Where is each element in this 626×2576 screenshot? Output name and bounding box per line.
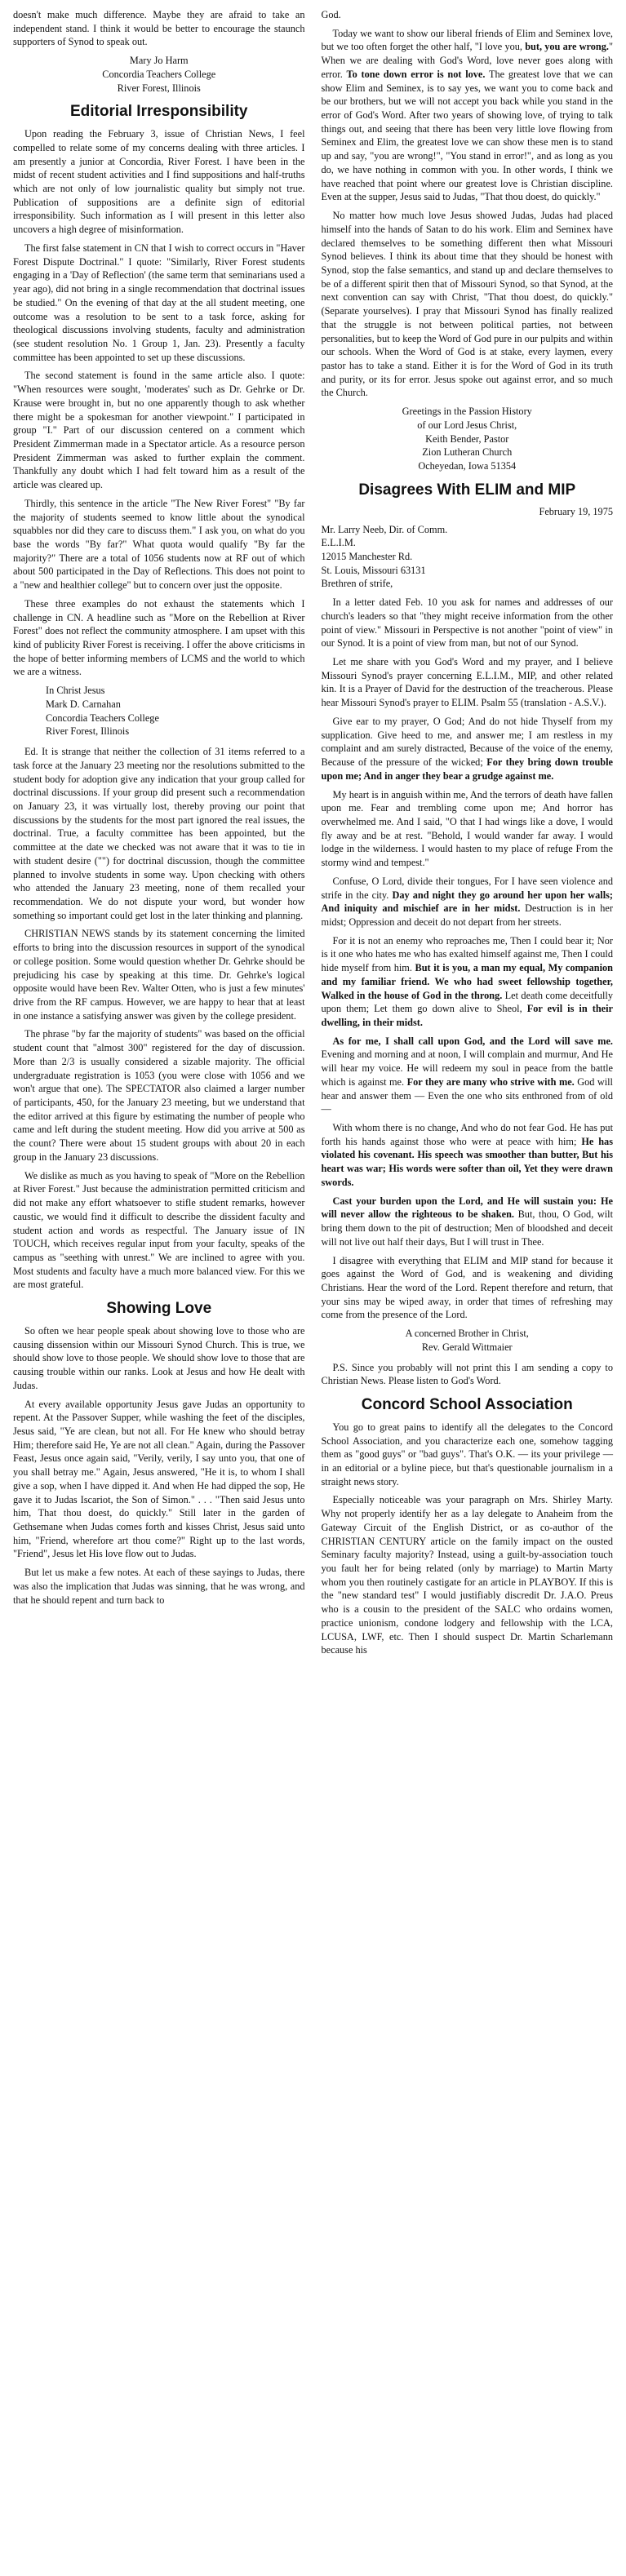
headline-showing-love: Showing Love — [106, 1300, 212, 1318]
signature-line: River Forest, Illinois — [46, 725, 130, 738]
text-run: Confuse, O Lord, divide their tongues, For I have seen violence and strife in the city. — [321, 875, 613, 901]
paragraph: The first false statement in CN that I wish to correct occurs in "Haver Forest Dispute Doctrinal." I quote: "Similarly, River Forest students engaging in a 'Day of Reflection' (the same term that seminarians used a year ago), did not bring in a single recommendation that doctrinal issues be studied." On the evening of that day at the all student meeting, one outcome was a resolution to be sent to a task force, asking for theological discussions involving students, faculty and administration (see student resolution No. 1 Group 1, Jan. 23). Presently a faculty committee has been appointed to set up these discussions. — [13, 242, 305, 363]
psalm-paragraph — [322, 715, 614, 783]
signature-line: Zion Lutheran Church — [422, 446, 513, 459]
address-line: Mr. Larry Neeb, Dir. of Comm. — [321, 523, 448, 535]
editor-reply-paragraph: Ed. It is strange that neither the collection of 31 items referred to a task force at the January 23 meeting nor the resolutions submitted to the student body for adoption give any indication that your group called for doctrinal discussions. If your group did present such a recommendation on January 23, it was virtually lost, thereby proving our point that discussions by the students for the most part ignored the real issues, the doctrinal. True, a faculty committee has been appointed, but the committee at the date we checked was not aware that it was to tie in with student desire ("") for doctrinal discussion, though the committee planned to involve students in some way. Upon checking with others who attended the January 23 meeting, none of them recalled your recommendation. We do not dispute your word, but wonder how something so important could get lost in the later thinking and planning. — [13, 746, 305, 921]
editor-reply-paragraph: CHRISTIAN NEWS stands by its statement concerning the limited efforts to bring into the discussion resources in support of the synodical or college position. Some would question whether Dr. Gehrke should be prejudicing his case by speaking at this time. Dr. Gehrke's logical opposite would have been Rev. Walter Otten, who is just a few minutes' drive from the RF campus. However, we are happy to hear that at least in one instance a satisfying answer was given by the college president. — [13, 928, 305, 1022]
signature-line: Mark D. Carnahan — [46, 698, 121, 710]
letter-end-paragraph: doesn't make much difference. Maybe they are afraid to take an independent stand. I think it would be better to encourage the staunch supporters of Synod to speak out. — [13, 9, 305, 48]
signature-line: A concerned Brother in Christ, — [405, 1328, 529, 1340]
address-line: 12015 Manchester Rd. — [321, 551, 413, 562]
psalm-paragraph — [322, 875, 614, 929]
address-line: St. Louis, Missouri 63131 — [321, 564, 426, 576]
address-line: Brethren of strife, — [321, 578, 393, 590]
paragraph — [322, 27, 614, 204]
paragraph: Especially noticeable was your paragraph on Mrs. Shirley Marty. Why not properly identify her as a lay delegate to Anaheim from the Gateway Circuit of the English District, or as co-author of the CHRISTIAN CENTURY article on the family impact on the ousted Seminary faculty majority? Instead, using a guilt-by-association touch you fault her for being related (only by marriage) to Martin Marty whom you then routinely castigate for an article in PLAYBOY. If this is the "new standard test" I would justifiably discredit Dr. J.A.O. Preus who is a cousin to the president of the SALC who ordains women, practice unionism, condone lodgery and fellowship with the LCA, LCUSA, LWF, etc. Then I should suspect Dr. Martin Scharlemann because his — [321, 1494, 613, 1656]
text-run: With whom there is no change, And who do not fear God. He has put forth his hands against those who were at peace with him; — [321, 1122, 613, 1147]
text-run: Destruction is in her midst; Oppression and deceit do not depart from her streets. — [321, 902, 613, 928]
psalm-paragraph — [322, 1121, 614, 1190]
bold-run: Day and night they go around her upon her walls; And iniquity and mischief are in her midst. — [321, 889, 613, 915]
psalm-paragraph — [322, 1035, 614, 1116]
signature-line: In Christ Jesus — [46, 685, 105, 697]
editor-reply-paragraph: We dislike as much as you having to speak of "More on the Rebellion at River Forest." Just because the administration permitted criticism and did not make any effort whatsoever to stifle student remarks, however caustic, we would find it difficult to describe the dissident faculty and student action and words as respectful. The January issue of IN TOUCH, which receives regular input from your faculty, speaks of the campus as "seething with unrest." We are inclined to agree with you. Most students and faculty have a much more balanced view. For this we are most grateful. — [13, 1169, 305, 1291]
address-line: E.L.I.M. — [321, 537, 356, 549]
signature-line: Concordia Teachers College — [102, 68, 216, 80]
paragraph: But let us make a few notes. At each of these sayings to Judas, there was also the implication that Judas was sinning, that he was wrong, and that he should repent and turn back to — [13, 1567, 305, 1606]
paragraph: At every available opportunity Jesus gave Judas an opportunity to repent. At the Passover Supper, while washing the feet of the disciples, Jesus said, "Ye are clean, but not all. For He knew who should betray Him; therefore said He, Ye are not all clean." Again, during the Passover Feast, Jesus once again said, "Verily, verily, I say unto you, that one of you shall betray me." Again, Jesus answered, "He it is, to whom I shall give a sop, when I have dipped it. And when He had dipped the sop, He gave it to Judas Iscariot, the Son of Simon." . . . "Then said Jesus unto him, That thou doest, do quickly." Still later in the garden of Gethsemane when Judas comes forth and kisses Christ, Jesus said unto him, "Friend, wherefore art thou come?" Right up to the last words, "Friend", Jesus let His love flow out to Judas. — [13, 1398, 305, 1560]
psalm-paragraph: My heart is in anguish within me, And the terrors of death have fallen upon me. Fear and trembling come upon me; And horror has overwhelmed me. And I said, "O that I had wings like a dove, I would fly away and be at rest. "Behold, I would wander far away. I would lodge in the wilderness. I would hasten to my place of refuge From the stormy wind and tempest." — [321, 788, 613, 869]
paragraph: These three examples do not exhaust the statements which I challenge in CN. A headline such as "More on the Rebellion at River Forest" does not reflect the community atmosphere. I am upset with this kind of publicity River Forest is receiving. I offer the above criticisms in the hope of better informing members of LCMS and the world to which we are a witness. — [13, 597, 305, 678]
bold-run: but, you are wrong. — [525, 41, 609, 53]
text-run: Let death come deceitfully upon them; Let them go down alive to Sheol, — [321, 989, 613, 1015]
text-run: For it is not an enemy who reproaches me, Then I could bear it; Nor is it one who hates me who has exalted himself against me, Then I could hide myself from him. — [321, 934, 613, 974]
right-column — [322, 8, 614, 2568]
bold-run: For they are many who strive with me. — [406, 1075, 575, 1088]
bold-run: As for me, I shall call upon God, and the Lord will save me. — [332, 1035, 613, 1047]
signature-harm — [13, 54, 305, 95]
headline-disagrees-elim-mip: Disagrees With ELIM and MIP — [358, 481, 576, 499]
signature-carnahan — [13, 684, 305, 738]
letter-address — [322, 523, 614, 592]
signature-line: of our Lord Jesus Christ, — [417, 419, 517, 431]
text-run: The greatest love that we can show Elim and Seminex, is to say yes, we want you to come back and be our brothers, but we will not accept you back while you stand in the error of God's Word. After two years of showing love, of trying to talk things out, and seeing that there has been very little love flowing from Seminex and Elim, the greatest love we can show these men is to stand up and say, "you are wrong!", "You stand in error!", and as long as you do, we have nothing in common with you. In other words, I think we have reached that point where our greatest love is Christian discipline. Even at the supper, Jesus said to Judas, "That thou doest, do quickly." — [321, 68, 614, 203]
paragraph: Let me share with you God's Word and my prayer, and I believe Missouri Synod's prayer concerning E.L.I.M., MIP, and other related kin. It is a Prayer of David for the destruction of the treacherous. Please hear Missouri Synod's prayer to ELIM. Psalm 55 (translation - A.S.V.). — [321, 656, 613, 709]
signature-wittmaier — [322, 1327, 614, 1354]
headline-editorial-irresponsibility: Editorial Irresponsibility — [70, 103, 248, 121]
paragraph: So often we hear people speak about showing love to those who are causing dissension within our Missouri Synod Church. This is true, we should show love to those people. We should show love to those that are causing trouble within our ranks. Look at Jesus and how He dealt with Judas. — [13, 1324, 305, 1391]
signature-line: Concordia Teachers College — [46, 712, 159, 724]
bold-run: For evil is in their dwelling, in their midst. — [321, 1003, 613, 1028]
paragraph: Upon reading the February 3, issue of Christian News, I feel compelled to relate some of my concerns dealing with three articles. I am presently a junior at Concordia, River Forest. I have been in the midst of recent student activities and I find suppositions and half-truths which are not only of low journalistic quality but simply not true. Publication of suppositions are a definite sign of editorial irresponsibility. Such information as I will present in this letter also uncovers a high degree of misinformation. — [13, 128, 305, 236]
letter-date: February 19, 1975 — [539, 505, 613, 517]
signature-line: River Forest, Illinois — [117, 82, 201, 94]
text-run: God will hear and answer them — Even the one who sits enthroned from of old — — [321, 1075, 613, 1115]
paragraph: The second statement is found in the same article also. I quote: "When resources were sought, 'moderates' such as Dr. Gehrke or Dr. Krause were brought in, but no one apparently though to ask whether there might be a spokesman for another viewpoint." I participated in group "I." Part of our discussion centered on a comment which President Zimmerman made in a Spectator article. As a resource person President Zimmerman was asked to further explain the comment. Thankfully any doubt which I had felt toward him as a result of the article was cleared up. — [13, 370, 305, 491]
signature-line: Greetings in the Passion History — [402, 406, 532, 418]
psalm-paragraph — [322, 1195, 614, 1249]
signature-line: Rev. Gerald Wittmaier — [421, 1341, 513, 1353]
psalm-paragraph — [322, 934, 614, 1030]
bold-run: For they bring down trouble upon me; And in anger they bear a grudge against me. — [321, 756, 614, 782]
left-column — [13, 8, 305, 2568]
text-run: Give ear to my prayer, O God; And do not hide Thyself from my supplication. Give heed to me, and answer me; I am restless in my complaint and am surely distracted, Because of the voice of the enemy, Because of the pressure of the wicked; — [321, 715, 613, 769]
bold-run: He has violated his covenant. His speech was smoother than butter, But his heart was war; His words were softer than oil, Yet they were drawn swords. — [321, 1135, 613, 1188]
paragraph: No matter how much love Jesus showed Judas, Judas had placed himself into the hands of Satan to do his work. Elim and Seminex have declared themselves to be something different then what Missouri Synod believes. I think its about time that they should be honest with Synod, stop the false semantics, and stand up and declare themselves to be of a different spirit then that of Missouri Synod, so that Synod, at the next convention can say with Christ, "That thou doest, do quickly." (Separate yourselves). I pray that Missouri Synod has finally realized that the struggle is not between political parties, not between personalities, but to keep the Word of God pure in our pulpits and within our schools. When the Word of God is at stake, every laymen, every pastor has to take a stand. Either it is for the Word of God in its truth and purity, or its for error. Jesus spoke out against error, and so much the Church. — [321, 210, 613, 399]
text-run: " When we are dealing with God's Word, love never goes along with error. — [321, 41, 613, 80]
bold-run: But it is you, a man my equal, My companion and my familiar friend. We who had sweet fellowship together, Walked in the house of God in the throng. — [321, 962, 613, 1001]
signature-bender — [322, 405, 614, 473]
paragraph: You go to great pains to identify all the delegates to the Concord School Association, and you characterize each one, somehow tagging them as "good guys" or "bad guys". That's O.K. — its your privilege — in an editorial or a byline piece, but that's questionable journalism in a straight news story. — [321, 1421, 613, 1488]
editor-reply-paragraph: The phrase "by far the majority of students" was based on the official student count that "almost 300" registered for the day of discussion. More than 2/3 is usually considered a sizable majority. The official undergraduate registration is 1053 (you were close with 1056 and we won't argue that one). The SPECTATOR also claimed a larger number of participants, 450, for the January 23 meeting, but we understand that the editor arrived at this figure by estimating the number of people who came and left during the student meeting. How did you arrive at 500 as the count? There were about 15 student groups with about 20 in each group in the January 23 discussions. — [13, 1028, 305, 1163]
text-run: But, thou, O God, wilt bring them down to the pit of destruction; Men of bloodshed and deceit will not live out half their days, But I will trust in Thee. — [321, 1208, 613, 1248]
paragraph: God. — [321, 9, 341, 20]
text-run: Today we want to show our liberal friends of Elim and Seminex love, but we too often forget the other half, "I love you, — [321, 27, 613, 53]
signature-line: Keith Bender, Pastor — [425, 432, 509, 445]
paragraph: Thirdly, this sentence in the article "The New River Forest" "By far the majority of students seemed to know little about the synodical squabbles nor did they care to discuss them." I ask you, on what do you base the words "By far?" What quota would qualify "By far the majority?" There are a total of 1056 students now at RF out of which about 500 participated in the Day of Reflections. This does not point to a "new and healthier college" but to concern over just the opposite. — [13, 497, 305, 592]
paragraph: I disagree with everything that ELIM and MIP stand for because it goes against the Word of God, and is weakening and dividing Christians. Hear the word of the Lord. Repent therefore and return, that your sins may be wiped away, in order that times of refreshing may come from the presence of the Lord. — [321, 1254, 613, 1321]
headline-concord-school-association: Concord School Association — [361, 1395, 573, 1413]
bold-run: Cast your burden upon the Lord, and He will sustain you: He will never allow the righteous to be shaken. — [321, 1195, 613, 1221]
postscript: P.S. Since you probably will not print this I am sending a copy to Christian News. Please listen to God's Word. — [321, 1361, 613, 1387]
bold-run: To tone down error is not love. — [346, 68, 486, 80]
text-run: Evening and morning and at noon, I will complain and murmur, And He will hear my voice. He will redeem my soul in peace from the battle which is against me. — [321, 1049, 613, 1088]
signature-line: Ocheyedan, Iowa 51354 — [418, 460, 517, 472]
paragraph: In a letter dated Feb. 10 you ask for names and addresses of our church's leaders so that "they might receive information from the other point of view." Missouri in Perspective is not another "point of view" in our Synod. It is a point of view from man, but not of our Synod. — [321, 596, 613, 650]
signature-line: Mary Jo Harm — [129, 55, 189, 67]
